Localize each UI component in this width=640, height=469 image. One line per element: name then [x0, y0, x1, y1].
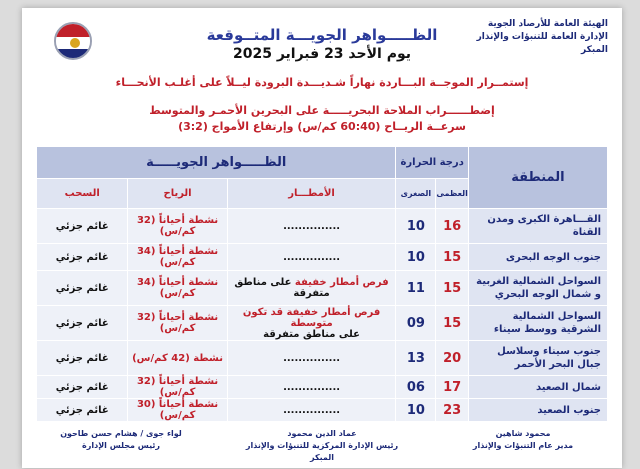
header-temperature: درجة الحرارة	[396, 147, 468, 179]
wind-cell: نشطة أحياناً (34 كم/س)	[128, 271, 227, 306]
min-temp-cell: 10	[396, 209, 436, 244]
header-cloud: السحب	[37, 179, 128, 209]
logo-emblem-icon	[56, 24, 92, 60]
page-title: الظـــــواهر الجويـــة المتــوقعة	[206, 26, 438, 44]
header-min: الصغرى	[396, 179, 436, 209]
meteorological-authority-logo	[54, 22, 92, 60]
region-cell: السواحل الشمالية الشرقية ووسط سيناء	[468, 306, 607, 341]
max-temp-cell: 17	[436, 376, 469, 399]
rain-cell: ...............	[227, 341, 396, 376]
region-cell: شمال الصعيد	[468, 376, 607, 399]
min-temp-cell: 11	[396, 271, 436, 306]
table-row	[37, 244, 608, 271]
cloud-cell: غائم جزئي	[37, 244, 128, 271]
notice-navigation: إضطــــــراب الملاحة البحريـــــة على البحرين الأحمـر والمتوسط	[149, 104, 495, 117]
rain-cell: فرص أمطار خفيفة على مناطق متفرقة	[227, 271, 396, 306]
wind-cell: نشطة أحياناً (34 كم/س)	[128, 244, 227, 271]
cloud-cell: غائم جزئي	[37, 341, 128, 376]
region-cell: القـــاهرة الكبرى ومدن القناة	[468, 209, 607, 244]
header-wind: الرياح	[128, 179, 227, 209]
min-temp-cell: 13	[396, 341, 436, 376]
max-temp-cell: 16	[436, 209, 469, 244]
signature-forecast-director: محمود شاهين مدير عام التنبؤات والإنذار	[472, 429, 574, 450]
wind-cell: نشطة أحياناً (32 كم/س)	[128, 209, 227, 244]
cloud-cell: غائم جزئي	[37, 209, 128, 244]
header-rain: الأمطـــار	[227, 179, 396, 209]
cloud-cell: غائم جزئي	[37, 306, 128, 341]
forecast-table	[36, 146, 608, 422]
rain-cell: فرص أمطار خفيفة قد تكون متوسطة على مناطق متفرقة	[227, 306, 396, 341]
max-temp-cell: 15	[436, 306, 469, 341]
wind-cell: نشطة أحياناً (32 كم/س)	[128, 376, 227, 399]
max-temp-cell: 20	[436, 341, 469, 376]
rain-cell: ...............	[227, 244, 396, 271]
wind-cell: نشطة أحياناً (32 كم/س)	[128, 306, 227, 341]
notice-cold-wave: إستمــرار الموجــة البـــاردة نهاراً شـديـــدة البرودة ليــلاً على أغلـب الأنحـــاء	[115, 76, 529, 89]
signature-chairman: لواء جوى / هشام حسن طاحون رئيس مجلس الإدارة	[60, 429, 182, 450]
rain-cell: ...............	[227, 209, 396, 244]
table-row	[37, 209, 608, 244]
signature-central-head: عماد الدين محمود رئيس الإدارة المركزية للتنبؤات والإنذار المبكر	[245, 429, 399, 462]
min-temp-cell: 10	[396, 244, 436, 271]
region-cell: جنوب الصعيد	[468, 399, 607, 422]
organization-name: الهيئة العامة للأرصاد الجوية الإدارة العامة للتنبؤات والإنذار المبكر	[476, 19, 608, 55]
wind-cell: نشطة أحياناً (30 كم/س)	[128, 399, 227, 422]
max-temp-cell: 23	[436, 399, 469, 422]
rain-cell: ...............	[227, 376, 396, 399]
notice-wind-waves: سرعــة الريــاح (60:40 كم/س) وإرتفاع الأمواج (3:2)	[178, 120, 466, 133]
header-phenomena: الظـــــواهر الجويـــــة	[37, 147, 396, 179]
cloud-cell: غائم جزئي	[37, 271, 128, 306]
region-cell: جنوب سيناء وسلاسل جبال البحر الأحمر	[468, 341, 607, 376]
region-cell: جنوب الوجه البحرى	[468, 244, 607, 271]
region-cell: السواحل الشمالية الغربية و شمال الوجه البحري	[468, 271, 607, 306]
table-row	[37, 341, 608, 376]
table-row	[37, 399, 608, 422]
header-region: المنطقة	[468, 147, 607, 209]
table-row	[37, 376, 608, 399]
min-temp-cell: 09	[396, 306, 436, 341]
wind-cell: نشطة (42 كم/س)	[128, 341, 227, 376]
max-temp-cell: 15	[436, 244, 469, 271]
table-row	[37, 271, 608, 306]
forecast-sheet	[22, 8, 622, 468]
min-temp-cell: 10	[396, 399, 436, 422]
cloud-cell: غائم جزئي	[37, 399, 128, 422]
forecast-date: يوم الأحد 23 فبراير 2025	[232, 46, 411, 62]
table-row	[37, 306, 608, 341]
max-temp-cell: 15	[436, 271, 469, 306]
cloud-cell: غائم جزئي	[37, 376, 128, 399]
rain-cell: ...............	[227, 399, 396, 422]
min-temp-cell: 06	[396, 376, 436, 399]
header-max: العظمى	[436, 179, 469, 209]
